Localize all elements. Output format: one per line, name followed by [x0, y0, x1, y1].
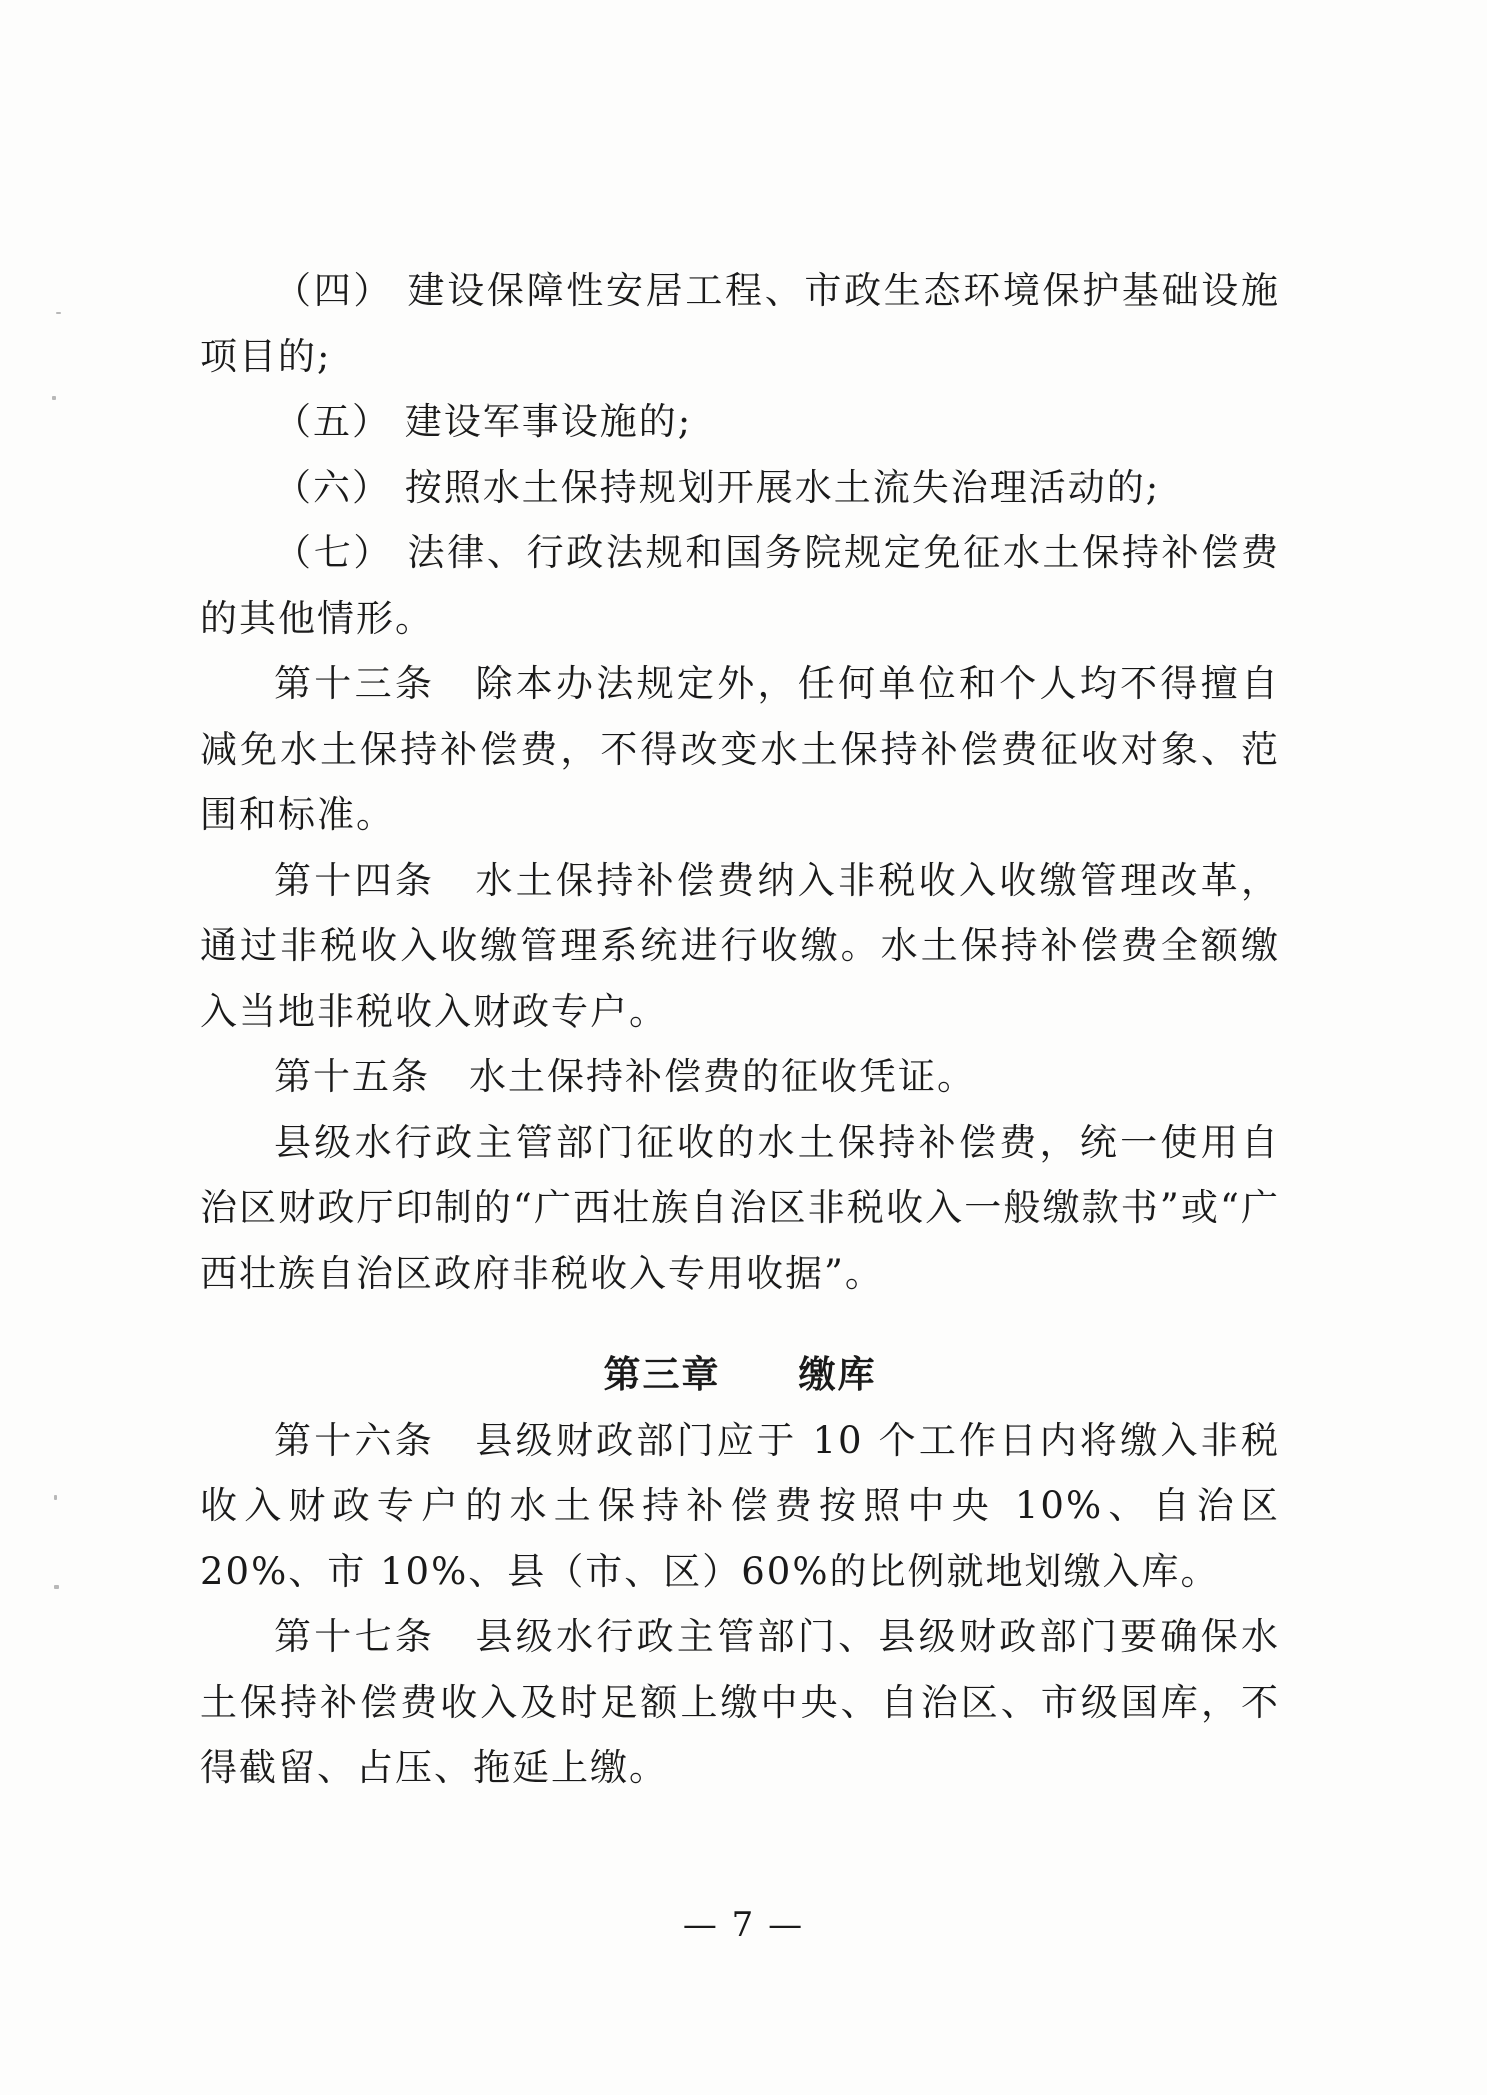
paragraph-item-5: （五） 建设军事设施的; [274, 400, 693, 443]
paragraph-article-13: 第十三条 除本办法规定外，任何单位和个人均不得擅自减免水土保持补偿费，不得改变水土保持补偿费征收对象、范围和标准。 [200, 662, 1280, 836]
paragraph-item-7: （七） 法律、行政法规和国务院规定免征水土保持补偿费的其他情形。 [200, 531, 1280, 640]
scan-speck [56, 312, 61, 314]
page-number: — 7 — [682, 1905, 805, 1945]
paragraph-article-17: 第十七条 县级水行政主管部门、县级财政部门要确保水土保持补偿费收入及时足额上缴中央、自治区、市级国库，不得截留、占压、拖延上缴。 [200, 1615, 1280, 1789]
paragraph-article-15: 第十五条 水土保持补偿费的征收凭证。 [274, 1055, 976, 1098]
paragraph-item-4: （四） 建设保障性安居工程、市政生态环境保护基础设施项目的; [200, 269, 1280, 378]
document-body [200, 258, 1280, 1801]
paragraph-article-15-detail: 县级水行政主管部门征收的水土保持补偿费，统一使用自治区财政厅印制的“广西壮族自治区非税收入一般缴款书”或“广西壮族自治区政府非税收入专用收据”。 [200, 1120, 1280, 1295]
scan-speck [52, 396, 56, 400]
paragraph-article-16: 第十六条 县级财政部门应于 10 个工作日内将缴入非税收入财政专户的水土保持补偿费按照中央 10%、自治区 20%、市 10%、县（市、区）60%的比例就地划缴入库。 [200, 1418, 1280, 1593]
scan-speck [54, 1585, 59, 1589]
chapter-heading: 第三章 缴库 [603, 1353, 877, 1396]
scan-speck [54, 1495, 57, 1500]
paragraph-article-14: 第十四条 水土保持补偿费纳入非税收入收缴管理改革，通过非税收入收缴管理系统进行收缴。水土保持补偿费全额缴入当地非税收入财政专户。 [200, 858, 1280, 1033]
paragraph-item-6: （六） 按照水土保持规划开展水土流失治理活动的; [274, 465, 1161, 509]
